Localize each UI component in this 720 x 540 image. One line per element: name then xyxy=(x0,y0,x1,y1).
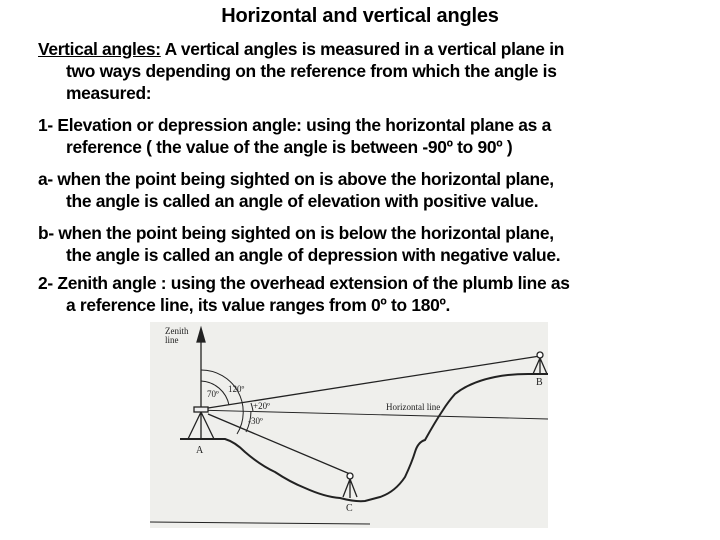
item-b-paragraph: b- when the point being sighted on is below the horizontal plane, the angle is called an angle of depression with negative value. xyxy=(38,223,561,265)
item-2-paragraph: 2- Zenith angle : using the overhead extension of the plumb line as a reference line, its value ranges from 0º to 180º. xyxy=(38,273,570,315)
intro-paragraph: Vertical angles: A vertical angles is measured in a vertical plane in two ways depending on the reference from which the angle is measured: xyxy=(38,39,565,103)
instrument-a xyxy=(194,407,208,412)
point-c-label: C xyxy=(346,503,353,514)
zenith-label: Zenith xyxy=(165,326,189,336)
angle-120-label: 120º xyxy=(228,384,245,394)
zenith-arrow-icon xyxy=(197,328,205,342)
item-1-paragraph: 1- Elevation or depression angle: using the horizontal plane as a reference ( the value of the angle is between -90º to 90º ) xyxy=(38,115,551,157)
svg-text:line: line xyxy=(165,335,179,345)
angle-minus30-label: -30º xyxy=(248,416,263,426)
vertical-angles-diagram xyxy=(150,322,548,528)
tripod-b-icon xyxy=(533,358,547,374)
angle-70-label: 70º xyxy=(207,389,219,399)
tripod-c-icon xyxy=(343,479,357,498)
angle-plus20-label: +20º xyxy=(253,401,270,411)
diagram-svg xyxy=(150,322,548,528)
instrument-b xyxy=(537,352,543,358)
sight-line-c xyxy=(208,414,350,474)
instrument-c xyxy=(347,473,353,479)
horizontal-line-label: Horizontal line xyxy=(386,402,441,412)
point-b-label: B xyxy=(536,377,543,388)
item-a-paragraph: a- when the point being sighted on is above the horizontal plane, the angle is called an angle of elevation with positive value. xyxy=(38,169,554,211)
tripod-a-icon xyxy=(188,412,214,439)
bottom-line xyxy=(150,522,370,524)
vertical-angles-label: Vertical angles: xyxy=(38,39,161,59)
point-a-label: A xyxy=(196,445,204,456)
page-title: Horizontal and vertical angles xyxy=(221,5,499,27)
